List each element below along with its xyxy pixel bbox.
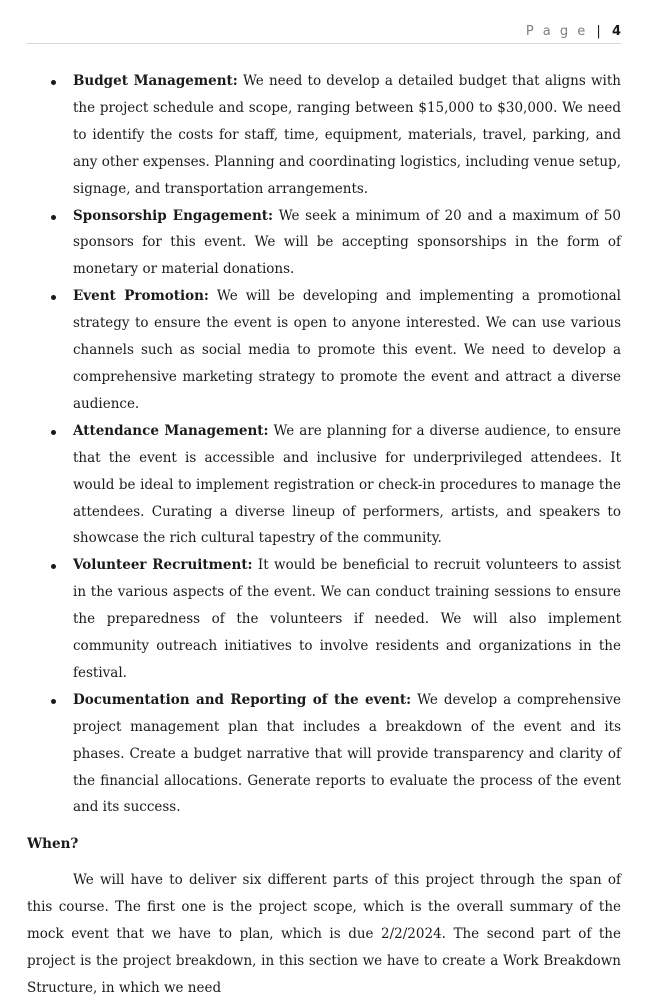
bullet-icon bbox=[51, 80, 56, 85]
list-item-text: We will be developing and implementing a promotional strategy to ensure the event is open to anyone interested. We can use various channels such as social media to promote this event. We need to develop a comprehensive marketing strategy to promote the event and attract a diverse audience. bbox=[73, 288, 622, 412]
list-item-text: We seek a minimum of 20 and a maximum of 50 sponsors for this event. We will be accepting sponsorships in the form of monetary or material donations. bbox=[73, 207, 621, 278]
list-item bbox=[27, 687, 621, 822]
list-item bbox=[27, 203, 621, 284]
list-item-label: Volunteer Recruitment: bbox=[73, 557, 253, 574]
list-item bbox=[27, 283, 621, 418]
bullet-icon bbox=[51, 699, 56, 704]
list-item-label: Event Promotion: bbox=[73, 288, 209, 305]
list-item bbox=[27, 418, 621, 553]
list-item-text: We need to develop a detailed budget that aligns with the project schedule and scope, ranging between $15,000 to $30,000. We need to identify the costs for staff, time, equipment, materials, travel, parking, and any other expenses. Planning and coordinating logistics, including venue setup, signage, and transportation arrangements. bbox=[73, 73, 621, 197]
list-item-label: Sponsorship Engagement: bbox=[73, 207, 274, 224]
list-item bbox=[27, 68, 621, 203]
document-body bbox=[27, 68, 621, 1002]
list-item-text: We develop a comprehensive project management plan that includes a breakdown of the event and its phases. Create a budget narrative that will provide transparency and clarity of the financial allocations. Generate reports to evaluate the process of the event and its success. bbox=[73, 691, 621, 816]
page-number: 4 bbox=[611, 24, 621, 39]
list-item-text: We are planning for a diverse audience, to ensure that the event is accessible and inclusive for underprivileged attendees. It would be ideal to implement registration or check-in procedures to manage the attendees. Curating a diverse lineup of performers, artists, and speakers to showcase the rich cultural tapestry of the community. bbox=[73, 422, 621, 547]
page-header bbox=[526, 24, 621, 39]
bullet-icon bbox=[51, 215, 56, 220]
list-item-label: Budget Management: bbox=[73, 73, 238, 89]
section-paragraph: We will have to deliver six different parts of this project through the span of this course. The first one is the project scope, which is the overall summary of the mock event that we have to plan, which is due 2/2/2024. The second part of the project is the project breakdown, in this section we have to create a Work Breakdown Structure, in which we need bbox=[27, 872, 621, 996]
page-label: P a g e bbox=[525, 24, 588, 39]
list-item-text: It would be beneficial to recruit volunteers to assist in the various aspects of the event. We can conduct training sessions to ensure the preparedness of the volunteers if needed. We will also implement community outreach initiatives to involve residents and organizations in the festival. bbox=[73, 557, 622, 681]
bullet-icon bbox=[51, 295, 56, 300]
bullet-icon bbox=[51, 564, 56, 569]
list-item bbox=[27, 552, 621, 687]
header-divider bbox=[26, 43, 621, 44]
page-separator: | bbox=[596, 24, 604, 39]
list-item-label: Documentation and Reporting of the event: bbox=[73, 691, 412, 708]
objectives-list bbox=[27, 68, 621, 821]
list-item-label: Attendance Management: bbox=[73, 422, 269, 439]
bullet-icon bbox=[51, 430, 56, 435]
section-heading: When? bbox=[27, 836, 79, 853]
